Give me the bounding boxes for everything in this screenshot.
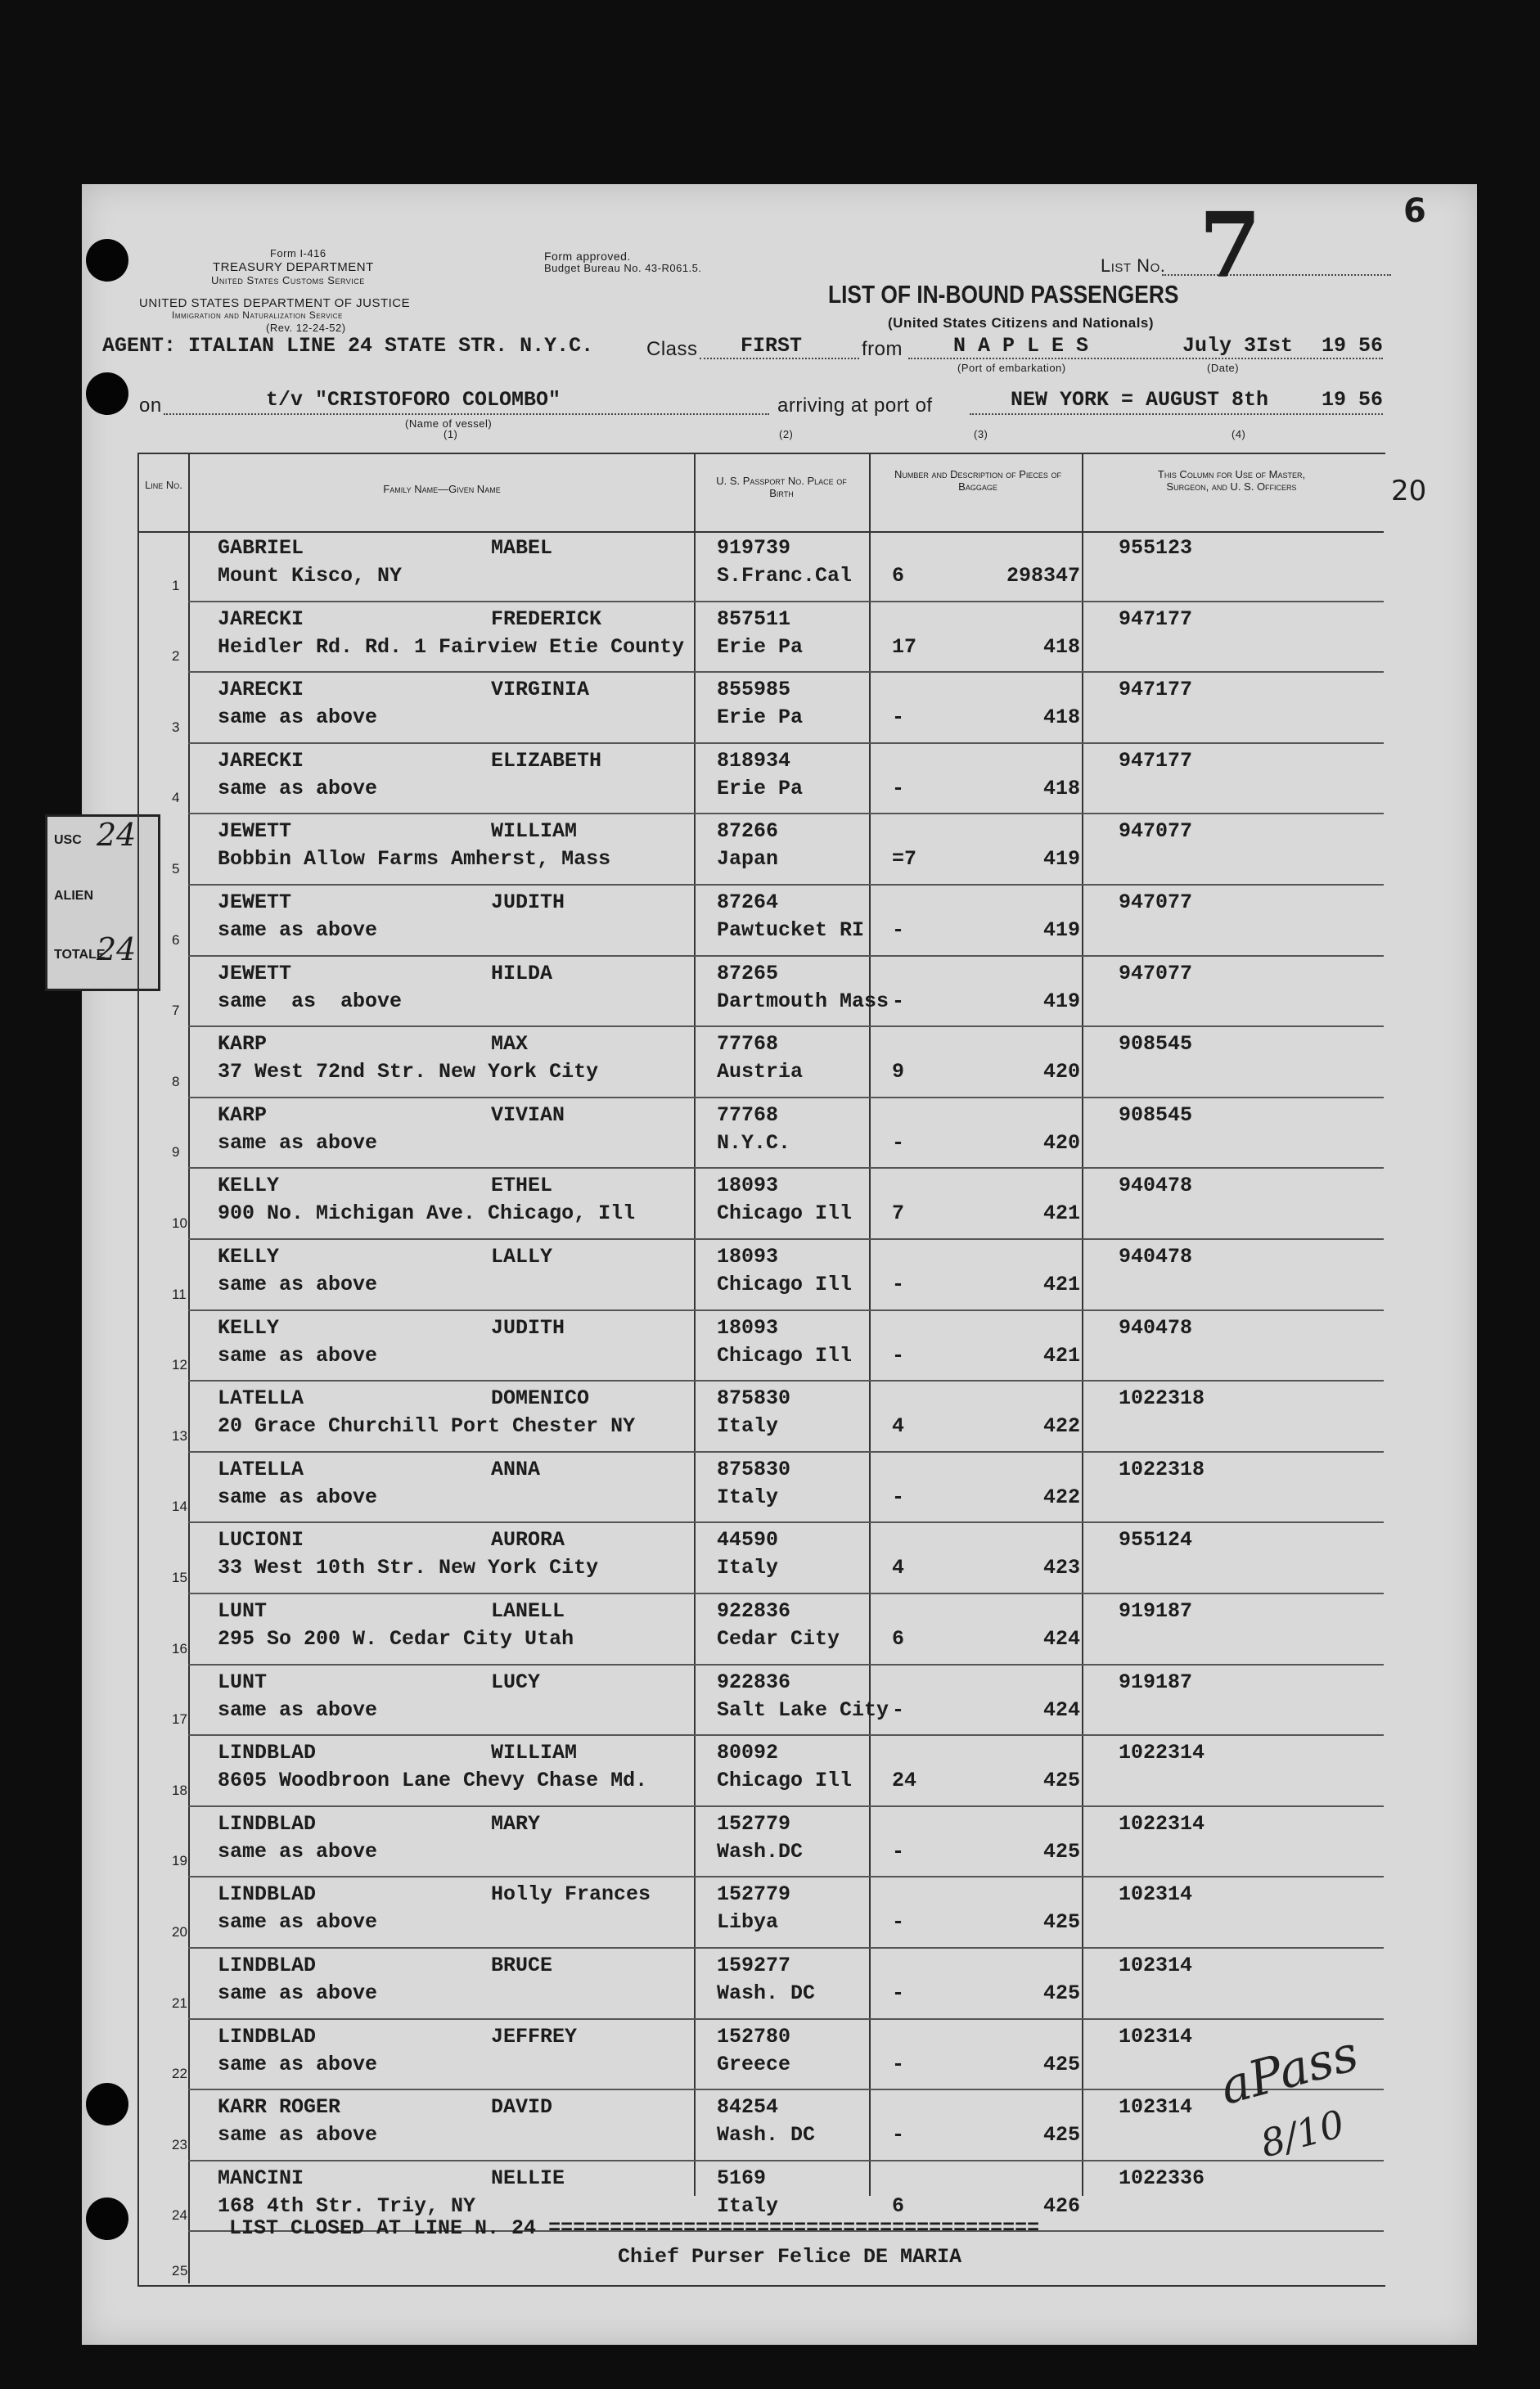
baggage-tag: 422	[1042, 1485, 1080, 1509]
given-name: DAVID	[491, 2095, 553, 2120]
baggage-pieces: 7	[892, 1201, 905, 1226]
baggage-pieces: 6	[892, 2193, 905, 2218]
punch-hole	[86, 2083, 128, 2125]
address: Heidler Rd. Rd. 1 Fairview Etie County	[218, 634, 685, 659]
baggage-pieces: -	[892, 2052, 905, 2076]
passport-number: 152779	[717, 1811, 791, 1836]
place-of-birth: N.Y.C.	[717, 1130, 791, 1155]
address: same as above	[218, 1839, 378, 1864]
header-line-no: Line No.	[145, 479, 182, 491]
place-of-birth: Italy	[717, 2193, 779, 2218]
place-of-birth: Erie Pa	[717, 705, 804, 730]
family-name: LUNT	[218, 1670, 268, 1694]
passport-number: 152780	[717, 2024, 791, 2049]
place-of-birth: Salt Lake City	[717, 1697, 889, 1722]
baggage-pieces: -	[892, 1839, 905, 1864]
officer-number: 955123	[1119, 536, 1193, 560]
table-row	[172, 1169, 1384, 1240]
baggage-tag: 425	[1042, 1839, 1080, 1864]
baggage-tag: 425	[1042, 1769, 1080, 1793]
punch-hole	[86, 239, 128, 282]
family-name: LUNT	[218, 1599, 268, 1623]
address: same as above	[218, 1273, 378, 1296]
passport-number: 922836	[717, 1670, 791, 1694]
family-name: MANCINI	[218, 2166, 304, 2190]
address: 37 West 72nd Str. New York City	[218, 1060, 599, 1084]
table-row	[172, 1736, 1384, 1807]
address: 20 Grace Churchill Port Chester NY	[218, 1414, 636, 1439]
given-name: LUCY	[491, 1670, 541, 1694]
table-row	[172, 1523, 1384, 1594]
officer-number: 1022318	[1119, 1386, 1205, 1411]
place-of-birth: Chicago Ill	[717, 1769, 853, 1793]
baggage-pieces: -	[892, 989, 905, 1013]
baggage-tag: 420	[1042, 1060, 1080, 1084]
place-of-birth: Chicago Ill	[717, 1201, 853, 1226]
passport-number: 857511	[717, 606, 791, 631]
customs-service: United States Customs Service	[211, 274, 365, 286]
passport-number: 875830	[717, 1386, 791, 1411]
baggage-pieces: 17	[892, 634, 917, 659]
officer-number: 940478	[1119, 1174, 1193, 1198]
treasury-dept: TREASURY DEPARTMENT	[213, 260, 374, 274]
place-of-birth: Erie Pa	[717, 634, 804, 659]
officer-number: 908545	[1119, 1032, 1193, 1057]
family-name: JARECKI	[218, 678, 304, 702]
table-row	[172, 1027, 1384, 1098]
header-passport: U. S. Passport No. Place of Birth	[716, 475, 847, 499]
table-row	[172, 1594, 1384, 1666]
justice-dept: UNITED STATES DEPARTMENT OF JUSTICE	[139, 296, 411, 310]
given-name: JUDITH	[491, 890, 565, 914]
place-of-birth: S.Franc.Cal	[717, 564, 853, 588]
budget-bureau: Budget Bureau No. 43-R061.5.	[544, 262, 702, 274]
line-number: 3	[172, 719, 180, 735]
table-row	[172, 1382, 1384, 1453]
caption-4: (4)	[1232, 428, 1246, 440]
address: 8605 Woodbroon Lane Chevy Chase Md.	[218, 1769, 648, 1793]
place-of-birth: Dartmouth Mass	[717, 989, 889, 1013]
list-no-label: List No.	[1101, 255, 1166, 276]
officer-number: 1022314	[1119, 1811, 1205, 1836]
line-number: 13	[172, 1427, 187, 1444]
header-officers: This Column for Use of Master, Surgeon, and U. S. Officers	[1157, 468, 1306, 493]
line-number: 1	[172, 577, 180, 593]
baggage-pieces: 4	[892, 1414, 905, 1439]
given-name: DOMENICO	[491, 1386, 590, 1411]
baggage-pieces: -	[892, 918, 905, 942]
total-count: 24	[97, 931, 137, 967]
handwritten-initials: 8/10	[1255, 2101, 1349, 2166]
officer-number: 102314	[1119, 2095, 1193, 2120]
usc-label: USC	[54, 833, 82, 847]
usc-count: 24	[97, 817, 137, 853]
line-number: 16	[172, 1640, 187, 1657]
arrival-line	[970, 413, 1383, 415]
family-name: JEWETT	[218, 819, 292, 844]
baggage-pieces: 6	[892, 1627, 905, 1651]
passport-number: 87266	[717, 819, 779, 844]
family-name: LINDBLAD	[218, 1741, 317, 1765]
given-name: MARY	[491, 1811, 541, 1836]
officer-number: 908545	[1119, 1102, 1193, 1127]
family-name: LINDBLAD	[218, 1882, 317, 1907]
given-name: WILLIAM	[491, 1741, 578, 1765]
baggage-pieces: -	[892, 1910, 905, 1935]
family-name: JEWETT	[218, 890, 292, 914]
table-row	[172, 1949, 1384, 2020]
table-row	[172, 886, 1384, 957]
place-of-birth: Wash. DC	[717, 1981, 816, 2005]
list-no-line	[1162, 274, 1391, 276]
class-value: FIRST	[741, 334, 803, 358]
passport-number: 77768	[717, 1102, 779, 1127]
address: same as above	[218, 1910, 378, 1935]
place-of-birth: Japan	[717, 847, 779, 872]
corner-mark: 6	[1403, 192, 1426, 230]
line-number: 23	[172, 2136, 187, 2152]
address: same as above	[218, 776, 378, 800]
vessel-caption: (Name of vessel)	[405, 417, 493, 430]
handwritten-signature: aPass	[1214, 2025, 1364, 2116]
passport-number: 855985	[717, 678, 791, 702]
purser-signature-line: Chief Purser Felice DE MARIA	[618, 2245, 962, 2269]
family-name: LATELLA	[218, 1386, 304, 1411]
port-caption: (Port of embarkation)	[957, 362, 1066, 374]
given-name: WILLIAM	[491, 819, 578, 844]
baggage-pieces: -	[892, 1273, 905, 1296]
baggage-pieces: 9	[892, 1060, 905, 1084]
baggage-pieces: 4	[892, 1556, 905, 1580]
header-name: Family Name—Given Name	[383, 483, 501, 495]
arrival-year: 19 56	[1322, 388, 1384, 412]
passport-number: 80092	[717, 1741, 779, 1765]
officer-number: 940478	[1119, 1315, 1193, 1340]
table-row	[172, 2090, 1384, 2161]
given-name: LANELL	[491, 1599, 565, 1623]
alien-label: ALIEN	[54, 889, 93, 903]
table-row	[172, 957, 1384, 1028]
from-label: from	[862, 338, 903, 360]
passport-number: 44590	[717, 1528, 779, 1553]
family-name: KELLY	[218, 1174, 280, 1198]
punch-hole	[86, 372, 128, 415]
given-name: HILDA	[491, 961, 553, 985]
given-name: MABEL	[491, 536, 553, 560]
officer-number: 1022314	[1119, 1741, 1205, 1765]
form-approved: Form approved.	[544, 250, 631, 263]
line-number: 11	[172, 1286, 187, 1302]
passport-number: 84254	[717, 2095, 779, 2120]
baggage-pieces: -	[892, 1130, 905, 1155]
header-baggage: Number and Description of Pieces of Baggage	[894, 468, 1062, 493]
ins-service: Immigration and Naturalization Service	[172, 309, 343, 321]
family-name: LINDBLAD	[218, 1954, 317, 1977]
address: same as above	[218, 705, 378, 730]
passport-number: 159277	[717, 1954, 791, 1977]
line-number: 15	[172, 1569, 187, 1585]
given-name: ELIZABETH	[491, 748, 602, 773]
table-row	[172, 1666, 1384, 1737]
passport-number: 5169	[717, 2166, 767, 2190]
baggage-tag: 425	[1042, 1981, 1080, 2005]
officer-number: 947077	[1119, 961, 1193, 985]
address: 295 So 200 W. Cedar City Utah	[218, 1627, 574, 1651]
vessel-line	[164, 413, 769, 415]
baggage-tag: 418	[1042, 776, 1080, 800]
family-name: GABRIEL	[218, 536, 304, 560]
line-number: 24	[172, 2207, 187, 2224]
line-number: 8	[172, 1073, 180, 1089]
family-name: KELLY	[218, 1245, 280, 1269]
baggage-tag: 423	[1042, 1556, 1080, 1580]
baggage-tag: 424	[1042, 1697, 1080, 1722]
address: same as above	[218, 1343, 378, 1368]
table-row	[172, 1877, 1384, 1949]
passport-number: 87265	[717, 961, 779, 985]
caption-3: (3)	[974, 428, 988, 440]
vessel-name: t/v "CRISTOFORO COLOMBO"	[266, 388, 561, 412]
place-of-birth: Chicago Ill	[717, 1343, 853, 1368]
passport-number: 77768	[717, 1032, 779, 1057]
passport-number: 818934	[717, 748, 791, 773]
place-of-birth: Greece	[717, 2052, 791, 2076]
family-name: KARR ROGER	[218, 2095, 341, 2120]
class-line	[700, 358, 859, 359]
given-name: NELLIE	[491, 2166, 565, 2190]
agent-line: AGENT: ITALIAN LINE 24 STATE STR. N.Y.C.	[102, 334, 594, 358]
place-of-birth: Austria	[717, 1060, 804, 1084]
passport-number: 18093	[717, 1174, 779, 1198]
table-row	[172, 744, 1384, 815]
table-row	[172, 1453, 1384, 1524]
given-name: ANNA	[491, 1457, 541, 1481]
place-of-birth: Libya	[717, 1910, 779, 1935]
family-name: LUCIONI	[218, 1528, 304, 1553]
table-row	[172, 673, 1384, 744]
passport-number: 18093	[717, 1315, 779, 1340]
on-label: on	[139, 394, 162, 417]
address: 168 4th Str. Triy, NY	[218, 2193, 476, 2218]
baggage-tag: 425	[1042, 2052, 1080, 2076]
table-row	[172, 1240, 1384, 1311]
place-of-birth: Cedar City	[717, 1627, 840, 1651]
baggage-tag: 421	[1042, 1201, 1080, 1226]
place-of-birth: Pawtucket RI	[717, 918, 865, 942]
embark-year: 19 56	[1322, 334, 1384, 358]
passport-number: 922836	[717, 1599, 791, 1623]
baggage-tag: 418	[1042, 705, 1080, 730]
baggage-pieces: -	[892, 1343, 905, 1368]
arriving-label: arriving at port of	[777, 394, 933, 417]
list-closed-note: LIST CLOSED AT LINE N. 24 ========================================	[229, 2216, 1040, 2240]
given-name: MAX	[491, 1032, 529, 1057]
baggage-tag: 426	[1042, 2193, 1080, 2218]
officer-number: 947077	[1119, 819, 1193, 844]
baggage-tag: 422	[1042, 1414, 1080, 1439]
line-number: 12	[172, 1357, 187, 1373]
address: same as above	[218, 2052, 378, 2076]
family-name: JEWETT	[218, 961, 292, 985]
passport-number: 875830	[717, 1457, 791, 1481]
place-of-birth: Wash.DC	[717, 1839, 804, 1864]
place-of-birth: Wash. DC	[717, 2123, 816, 2148]
baggage-pieces: 6	[892, 564, 905, 588]
family-name: JARECKI	[218, 606, 304, 631]
given-name: ETHEL	[491, 1174, 553, 1198]
address: same as above	[218, 1981, 378, 2005]
baggage-tag: 421	[1042, 1343, 1080, 1368]
officer-number: 947177	[1119, 606, 1193, 631]
family-name: KELLY	[218, 1315, 280, 1340]
family-name: LINDBLAD	[218, 1811, 317, 1836]
line-number: 2	[172, 648, 180, 665]
address: same as above	[218, 1485, 378, 1509]
page-count: 20	[1391, 475, 1427, 507]
table-row	[172, 2020, 1384, 2091]
given-name: JUDITH	[491, 1315, 565, 1340]
baggage-pieces: -	[892, 2123, 905, 2148]
family-name: JARECKI	[218, 748, 304, 773]
line-number: 17	[172, 1711, 187, 1728]
officer-number: 1022336	[1119, 2166, 1205, 2190]
given-name: JEFFREY	[491, 2024, 578, 2049]
family-name: KARP	[218, 1102, 268, 1127]
address: same as above	[218, 918, 378, 942]
officer-number: 947077	[1119, 890, 1193, 914]
baggage-tag: 419	[1042, 989, 1080, 1013]
place-of-birth: Erie Pa	[717, 776, 804, 800]
form-revision: (Rev. 12-24-52)	[266, 322, 346, 334]
caption-2: (2)	[779, 428, 794, 440]
address: same as above	[218, 989, 403, 1013]
baggage-tag: 418	[1042, 634, 1080, 659]
passport-number: 87264	[717, 890, 779, 914]
line-number: 6	[172, 931, 180, 948]
embark-date: July 3Ist	[1182, 334, 1294, 358]
line-number: 9	[172, 1144, 180, 1161]
line-number: 19	[172, 1853, 187, 1869]
given-name: AURORA	[491, 1528, 565, 1553]
form-number: Form I-416	[270, 247, 326, 259]
address: 33 West 10th Str. New York City	[218, 1556, 599, 1580]
from-line	[908, 358, 1383, 359]
line-number: 18	[172, 1782, 187, 1798]
baggage-tag: 298347	[1006, 564, 1080, 588]
baggage-pieces: -	[892, 705, 905, 730]
line-number: 21	[172, 1995, 187, 2011]
officer-number: 947177	[1119, 678, 1193, 702]
baggage-pieces: -	[892, 1981, 905, 2005]
place-of-birth: Italy	[717, 1414, 779, 1439]
line-number: 14	[172, 1499, 187, 1515]
table-row	[172, 602, 1384, 674]
line-number: 10	[172, 1215, 187, 1231]
embark-port: N A P L E S	[953, 334, 1089, 358]
passport-number: 919739	[717, 536, 791, 560]
address: Bobbin Allow Farms Amherst, Mass	[218, 847, 611, 872]
passport-number: 18093	[717, 1245, 779, 1269]
list-number: 7	[1199, 192, 1262, 298]
address: same as above	[218, 2123, 378, 2148]
given-name: Holly Frances	[491, 1882, 651, 1907]
punch-hole	[86, 2197, 128, 2240]
baggage-pieces: -	[892, 1485, 905, 1509]
family-name: LATELLA	[218, 1457, 304, 1481]
family-name: LINDBLAD	[218, 2024, 317, 2049]
officer-number: 102314	[1119, 1882, 1193, 1907]
baggage-tag: 425	[1042, 1910, 1080, 1935]
document-subtitle: (United States Citizens and Nationals)	[888, 315, 1155, 331]
baggage-tag: 419	[1042, 918, 1080, 942]
officer-number: 1022318	[1119, 1457, 1205, 1481]
address: same as above	[218, 1130, 378, 1155]
baggage-pieces: -	[892, 776, 905, 800]
table-row	[172, 1807, 1384, 1878]
officer-number: 940478	[1119, 1245, 1193, 1269]
line-number: 20	[172, 1923, 187, 1940]
arrival-info: NEW YORK = AUGUST 8th	[1011, 388, 1269, 412]
officer-number: 947177	[1119, 748, 1193, 773]
given-name: VIVIAN	[491, 1102, 565, 1127]
place-of-birth: Chicago Ill	[717, 1273, 853, 1296]
line-number: 22	[172, 2066, 187, 2082]
given-name: LALLY	[491, 1245, 553, 1269]
officer-number: 102314	[1119, 2024, 1193, 2049]
officer-number: 102314	[1119, 1954, 1193, 1977]
line-number: 4	[172, 790, 180, 806]
date-caption: (Date)	[1207, 362, 1240, 374]
family-name: KARP	[218, 1032, 268, 1057]
officer-number: 955124	[1119, 1528, 1193, 1553]
line-number-25: 25	[172, 2263, 188, 2279]
given-name: VIRGINIA	[491, 678, 590, 702]
baggage-tag: 419	[1042, 847, 1080, 872]
address: 900 No. Michigan Ave. Chicago, Ill	[218, 1201, 636, 1226]
place-of-birth: Italy	[717, 1556, 779, 1580]
baggage-pieces: -	[892, 1697, 905, 1722]
officer-number: 919187	[1119, 1599, 1193, 1623]
line-number: 5	[172, 860, 180, 877]
table-row	[172, 1098, 1384, 1170]
passport-number: 152779	[717, 1882, 791, 1907]
baggage-tag: 425	[1042, 2123, 1080, 2148]
baggage-pieces: 24	[892, 1769, 917, 1793]
baggage-tag: 420	[1042, 1130, 1080, 1155]
given-name: BRUCE	[491, 1954, 553, 1977]
baggage-pieces: =7	[892, 847, 917, 872]
class-label: Class	[646, 338, 698, 360]
table-row	[172, 1311, 1384, 1382]
given-name: FREDERICK	[491, 606, 602, 631]
line-number: 7	[172, 1003, 180, 1019]
officer-number: 919187	[1119, 1670, 1193, 1694]
caption-1: (1)	[444, 428, 458, 440]
table-row	[172, 814, 1384, 886]
table-row	[172, 531, 1384, 602]
address: same as above	[218, 1697, 378, 1722]
total-label: TOTALE	[54, 948, 106, 962]
address: Mount Kisco, NY	[218, 564, 403, 588]
baggage-tag: 424	[1042, 1627, 1080, 1651]
document-title: LIST OF IN-BOUND PASSENGERS	[828, 280, 1179, 309]
place-of-birth: Italy	[717, 1485, 779, 1509]
baggage-tag: 421	[1042, 1273, 1080, 1296]
